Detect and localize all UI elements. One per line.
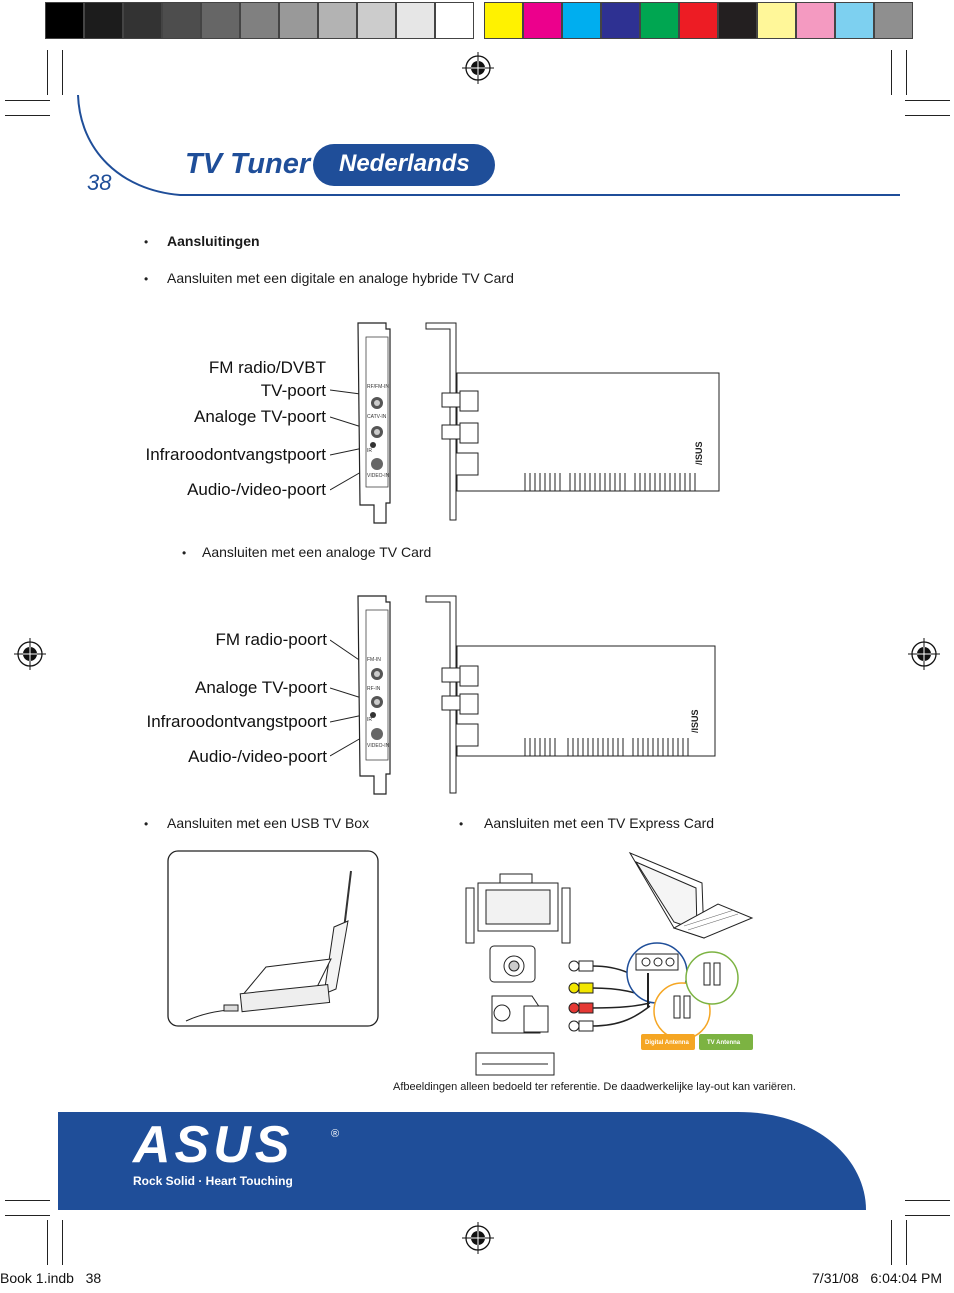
hybrid-port-rf-fm-in: RF/FM-IN <box>367 384 389 390</box>
registration-mark-bottom <box>462 1222 494 1254</box>
color-swatch <box>562 2 601 39</box>
page-title: TV Tuner <box>185 148 311 180</box>
color-swatch <box>601 2 640 39</box>
hybrid-port-catv-in: CATV-IN <box>367 414 387 420</box>
tv-antenna-label: TV Antenna <box>707 1040 741 1046</box>
analog-label-audio-video: Audio-/video-poort <box>188 747 327 766</box>
hybrid-card-caption: Aansluiten met een digitale en analoge hybride TV Card <box>167 270 514 286</box>
gray-swatch <box>318 2 357 39</box>
gray-swatch <box>162 2 201 39</box>
hybrid-label-analog-tv: Analoge TV-poort <box>194 407 326 426</box>
language-label: Nederlands <box>339 150 470 177</box>
color-swatch <box>523 2 562 39</box>
asus-logo: ASUS <box>133 1116 294 1174</box>
gray-swatch <box>123 2 162 39</box>
analog-label-fm-radio: FM radio-poort <box>215 630 327 649</box>
page-number: 38 <box>87 170 112 195</box>
hybrid-label-tv-port: TV-poort <box>260 381 326 400</box>
gray-swatch <box>435 2 474 39</box>
file-info: Book 1.indb 38 <box>0 1270 102 1286</box>
registration-mark-right <box>908 638 940 670</box>
gray-swatch <box>84 2 123 39</box>
color-swatch <box>718 2 757 39</box>
svg-text:/ISUS: /ISUS <box>690 709 700 733</box>
analog-port-rf-in: RF-IN <box>367 686 381 692</box>
color-swatch <box>835 2 874 39</box>
print-timestamp: 7/31/08 6:04:04 PM <box>812 1270 942 1286</box>
bullet: • <box>182 546 187 560</box>
color-swatch <box>679 2 718 39</box>
disclaimer-text: Afbeeldingen alleen bedoeld ter referentie. De daadwerkelijke lay-out kan variëren. <box>393 1081 796 1093</box>
language-badge <box>313 144 495 186</box>
hybrid-label-infrared: Infraroodontvangstpoort <box>145 445 326 464</box>
gray-swatch <box>240 2 279 39</box>
express-card-caption: Aansluiten met een TV Express Card <box>484 815 715 831</box>
color-swatch <box>640 2 679 39</box>
bullet: • <box>144 272 149 286</box>
color-swatch <box>484 2 523 39</box>
svg-text:/ISUS: /ISUS <box>694 441 704 465</box>
gray-swatch <box>201 2 240 39</box>
hybrid-port-ir: IR <box>367 448 372 454</box>
analog-label-analog-tv: Analoge TV-poort <box>195 678 327 697</box>
analog-tv-card-illustration <box>330 588 730 800</box>
hybrid-label-audio-video: Audio-/video-poort <box>187 480 326 499</box>
gray-swatch <box>45 2 84 39</box>
usb-tv-box-illustration <box>166 849 380 1029</box>
digital-antenna-label: Digital Antenna <box>645 1040 689 1046</box>
bullet: • <box>459 817 464 831</box>
registration-mark-top <box>462 52 494 84</box>
hybrid-port-video-in: VIDEO-IN <box>367 473 390 479</box>
color-swatch <box>757 2 796 39</box>
analog-port-ir: IR <box>367 717 372 723</box>
analog-label-infrared: Infraroodontvangstpoort <box>146 712 327 731</box>
hybrid-tv-card-illustration <box>330 315 730 530</box>
usb-box-caption: Aansluiten met een USB TV Box <box>167 815 370 831</box>
connections-heading: Aansluitingen <box>167 233 260 249</box>
bullet: • <box>144 235 149 249</box>
brand-slogan: Rock Solid · Heart Touching <box>133 1174 293 1188</box>
gray-swatch <box>396 2 435 39</box>
analog-port-fm-in: FM-IN <box>367 657 381 663</box>
hybrid-label-fm-dvbt: FM radio/DVBT <box>208 358 326 377</box>
gray-swatch <box>357 2 396 39</box>
gray-swatch <box>279 2 318 39</box>
analog-port-video-in: VIDEO-IN <box>367 743 390 749</box>
color-swatch <box>874 2 913 39</box>
registered-mark: ® <box>331 1128 340 1140</box>
registration-mark-left <box>14 638 46 670</box>
color-swatch <box>796 2 835 39</box>
bullet: • <box>144 817 149 831</box>
analog-card-caption: Aansluiten met een analoge TV Card <box>202 544 432 560</box>
